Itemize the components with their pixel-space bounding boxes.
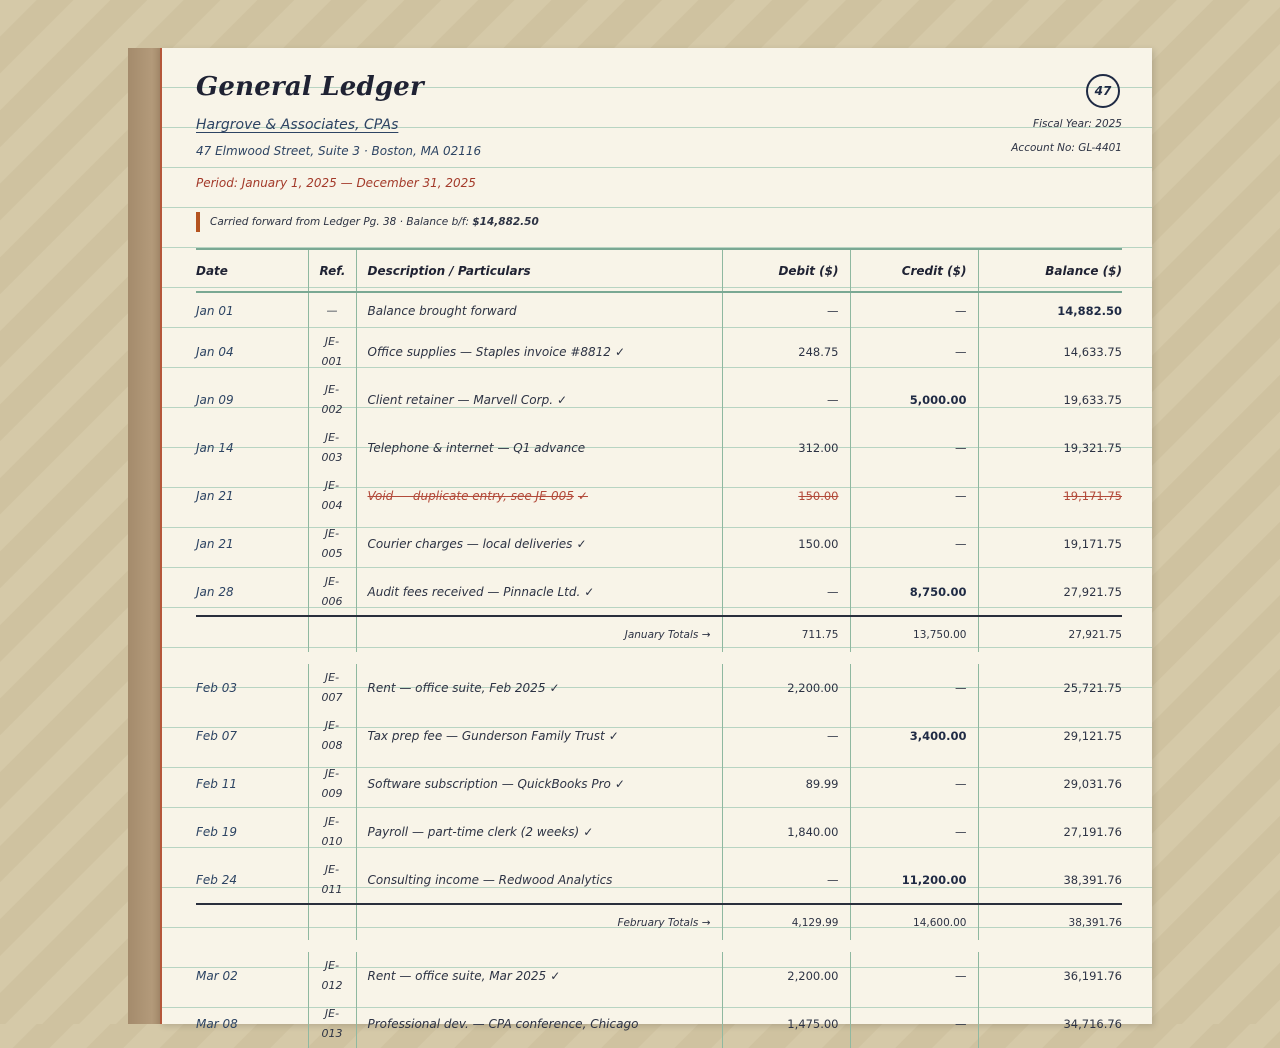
- ledger-row: [196, 712, 1122, 760]
- entry-balance: 19,171.75: [1063, 489, 1122, 503]
- entry-description: [356, 712, 722, 760]
- totals-debit: 4,129.99: [722, 904, 850, 940]
- ledger-row: [196, 952, 1122, 1000]
- ledger-row-void: [196, 472, 1122, 520]
- entry-credit: —: [850, 952, 978, 1000]
- entry-balance: 34,716.76: [1063, 1017, 1122, 1031]
- entry-description-text: Tax prep fee — Gunderson Family Trust: [367, 729, 605, 743]
- entry-ref: [308, 568, 356, 616]
- carried-forward-amount: $14,882.50: [472, 216, 539, 228]
- entry-ref: [308, 472, 356, 520]
- entry-ref-prefix: JE-: [324, 959, 340, 972]
- carried-forward-note: [196, 212, 539, 232]
- entry-description-text: Courier charges — local deliveries: [367, 537, 573, 551]
- entry-description-text: Office supplies — Staples invoice #8812: [367, 345, 611, 359]
- checkmark-icon: ✓: [557, 393, 568, 407]
- ledger-row: [196, 520, 1122, 568]
- totals-empty-cell: [196, 904, 308, 940]
- totals-balance: 38,391.76: [1068, 916, 1122, 929]
- entry-date: Feb 19: [196, 808, 308, 856]
- checkmark-icon: ✓: [576, 537, 587, 551]
- entry-ref: [308, 712, 356, 760]
- ledger-period: Period: January 1, 2025 — December 31, 2025: [196, 176, 476, 190]
- ledger-table: [196, 248, 1122, 1048]
- totals-row-february: [196, 904, 1122, 940]
- entry-debit: 2,200.00: [722, 952, 850, 1000]
- entry-debit: 2,200.00: [722, 664, 850, 712]
- entry-ref-number: 010: [321, 835, 343, 848]
- entry-ref: [308, 664, 356, 712]
- totals-empty-cell: [308, 904, 356, 940]
- totals-row-january: [196, 616, 1122, 652]
- entry-description: [356, 808, 722, 856]
- entry-balance: 14,882.50: [1057, 303, 1122, 318]
- entry-date: Mar 08: [196, 1000, 308, 1048]
- totals-credit: 13,750.00: [850, 616, 978, 652]
- column-header-description: Description / Particulars: [356, 249, 722, 292]
- entry-ref-prefix: JE-: [324, 479, 340, 492]
- entry-debit: —: [722, 292, 850, 328]
- ledger-row: [196, 808, 1122, 856]
- entry-credit: 5,000.00: [850, 376, 978, 424]
- ledger-row: [196, 760, 1122, 808]
- entry-date: Jan 01: [196, 292, 308, 328]
- account-number: Account No: GL-4401: [1011, 142, 1122, 154]
- firm-address: 47 Elmwood Street, Suite 3 · Boston, MA 02116: [196, 144, 482, 158]
- section-spacer: [196, 940, 1122, 952]
- checkmark-icon: ✓: [577, 489, 588, 503]
- entry-ref: [308, 328, 356, 376]
- entry-description-text: Void — duplicate entry, see JE-005: [367, 489, 574, 503]
- totals-credit: 14,600.00: [850, 904, 978, 940]
- checkmark-icon: ✓: [549, 681, 560, 695]
- entry-credit: —: [850, 472, 978, 520]
- page-number-badge: 47: [1086, 74, 1120, 108]
- entry-ref-prefix: JE-: [324, 862, 340, 876]
- entry-balance: 19,321.75: [1063, 441, 1122, 455]
- entry-description: [356, 664, 722, 712]
- entry-date: Jan 21: [196, 472, 308, 520]
- entry-ref-prefix: —: [326, 303, 338, 317]
- entry-date: Jan 28: [196, 568, 308, 616]
- ledger-page: [160, 48, 1152, 1040]
- entry-credit: —: [850, 808, 978, 856]
- entry-ref: [308, 376, 356, 424]
- totals-debit: 711.75: [722, 616, 850, 652]
- entry-ref-prefix: JE-: [324, 431, 340, 444]
- totals-label: January Totals →: [356, 616, 722, 652]
- entry-date: Mar 02: [196, 952, 308, 1000]
- checkmark-icon: ✓: [583, 825, 594, 839]
- entry-credit: 8,750.00: [850, 568, 978, 616]
- entry-ref-number: 004: [321, 499, 343, 512]
- entry-ref: [308, 760, 356, 808]
- entry-date: Feb 24: [196, 856, 308, 904]
- totals-balance: 27,921.75: [1068, 628, 1122, 641]
- totals-label: February Totals →: [356, 904, 722, 940]
- entry-debit: —: [722, 856, 850, 904]
- entry-credit: —: [850, 520, 978, 568]
- entry-debit: 1,475.00: [722, 1000, 850, 1048]
- entry-date: Jan 14: [196, 424, 308, 472]
- entry-ref-prefix: JE-: [324, 574, 340, 588]
- entry-ref: [308, 292, 356, 328]
- checkmark-icon: ✓: [550, 969, 561, 983]
- entry-credit: —: [850, 1000, 978, 1048]
- ledger-row: [196, 328, 1122, 376]
- entry-balance: 19,633.75: [1063, 393, 1122, 407]
- entry-ref: [308, 520, 356, 568]
- entry-debit: —: [722, 568, 850, 616]
- entry-description: [356, 760, 722, 808]
- ledger-row: [196, 376, 1122, 424]
- totals-empty-cell: [308, 616, 356, 652]
- entry-debit: 248.75: [722, 328, 850, 376]
- entry-description: [356, 376, 722, 424]
- entry-ref-number: 008: [321, 739, 343, 752]
- entry-balance: 36,191.76: [1063, 969, 1122, 983]
- entry-ref-number: 009: [321, 787, 343, 800]
- ledger-row: [196, 424, 1122, 472]
- entry-balance: 29,031.76: [1063, 777, 1122, 791]
- entry-debit: 150.00: [722, 520, 850, 568]
- entry-credit: —: [850, 760, 978, 808]
- entry-credit: —: [850, 424, 978, 472]
- entry-description-text: Rent — office suite, Mar 2025: [367, 969, 547, 983]
- ledger-row: [196, 568, 1122, 616]
- entry-ref-number: 012: [321, 979, 343, 992]
- section-spacer: [196, 652, 1122, 664]
- entry-credit: 11,200.00: [850, 856, 978, 904]
- entry-description: [356, 520, 722, 568]
- entry-ref-number: 006: [321, 594, 343, 608]
- column-header-date: Date: [196, 249, 308, 292]
- ledger-row: [196, 856, 1122, 904]
- entry-ref: [308, 808, 356, 856]
- entry-ref-number: 013: [321, 1027, 343, 1040]
- entry-ref-prefix: JE-: [324, 383, 340, 396]
- entry-date: Jan 09: [196, 376, 308, 424]
- column-header-balance: Balance ($): [1045, 263, 1122, 278]
- entry-description: Balance brought forward: [356, 292, 722, 328]
- fiscal-year: Fiscal Year: 2025: [1033, 118, 1122, 130]
- checkmark-icon: ✓: [614, 345, 626, 359]
- page-title: General Ledger: [196, 72, 424, 102]
- entry-ref-prefix: JE-: [324, 527, 340, 540]
- entry-ref-number: 002: [321, 403, 343, 416]
- ledger-row: [196, 664, 1122, 712]
- checkmark-icon: ✓: [614, 777, 625, 791]
- entry-debit: —: [722, 376, 850, 424]
- entry-balance: 29,121.75: [1063, 729, 1122, 743]
- entry-description: [356, 952, 722, 1000]
- entry-ref-prefix: JE-: [324, 1007, 340, 1020]
- entry-description: [356, 328, 722, 376]
- ledger-header-row: [196, 249, 1122, 292]
- entry-date: Feb 11: [196, 760, 308, 808]
- entry-debit: 150.00: [722, 472, 850, 520]
- entry-description: Telephone & internet — Q1 advance: [356, 424, 722, 472]
- entry-date: Jan 21: [196, 520, 308, 568]
- entry-credit: —: [850, 328, 978, 376]
- entry-description-text: Payroll — part-time clerk (2 weeks): [367, 825, 580, 839]
- entry-ref: [308, 856, 356, 904]
- entry-ref-prefix: JE-: [324, 767, 340, 780]
- entry-description-text: Audit fees received — Pinnacle Ltd.: [367, 584, 581, 599]
- entry-ref-prefix: JE-: [324, 719, 340, 732]
- entry-ref-number: 001: [321, 355, 343, 368]
- entry-description-text: Rent — office suite, Feb 2025: [367, 681, 546, 695]
- entry-description: Professional dev. — CPA conference, Chicago: [356, 1000, 722, 1048]
- entry-balance: 38,391.76: [1063, 872, 1122, 887]
- entry-ref-number: 011: [321, 882, 343, 896]
- entry-date: Feb 07: [196, 712, 308, 760]
- entry-date: Jan 04: [196, 328, 308, 376]
- entry-description-text: Client retainer — Marvell Corp.: [367, 393, 554, 407]
- entry-ref-number: 003: [321, 451, 343, 464]
- carried-forward-text: Carried forward from Ledger Pg. 38 · Balance b/f:: [210, 216, 470, 228]
- ledger-row: [196, 292, 1122, 328]
- entry-balance: 25,721.75: [1063, 681, 1122, 695]
- entry-debit: 89.99: [722, 760, 850, 808]
- entry-ref-prefix: JE-: [324, 335, 340, 348]
- firm-name: Hargrove & Associates, CPAs: [196, 117, 399, 133]
- column-header-debit: Debit ($): [722, 249, 850, 292]
- checkmark-icon: ✓: [608, 729, 619, 743]
- entry-credit: —: [850, 664, 978, 712]
- entry-balance: 14,633.75: [1063, 345, 1122, 359]
- entry-ref: [308, 952, 356, 1000]
- ledger-row: [196, 1000, 1122, 1048]
- entry-debit: —: [722, 712, 850, 760]
- entry-balance: 27,191.76: [1063, 825, 1122, 839]
- entry-debit: 312.00: [722, 424, 850, 472]
- entry-ref-prefix: JE-: [324, 815, 340, 828]
- entry-ref-number: 005: [321, 547, 343, 560]
- entry-ref: [308, 1000, 356, 1048]
- ledger-book-spine: [128, 48, 162, 1024]
- entry-date: Feb 03: [196, 664, 308, 712]
- entry-ref-number: 007: [321, 691, 343, 704]
- entry-credit: 3,400.00: [850, 712, 978, 760]
- checkmark-icon: ✓: [584, 584, 595, 599]
- entry-credit: —: [850, 292, 978, 328]
- column-header-ref: Ref.: [308, 249, 356, 292]
- entry-balance: 27,921.75: [1063, 584, 1122, 599]
- entry-ref-prefix: JE-: [324, 671, 340, 684]
- entry-description-text: Software subscription — QuickBooks Pro: [367, 777, 611, 791]
- entry-description: Consulting income — Redwood Analytics: [356, 856, 722, 904]
- entry-description: [356, 472, 722, 520]
- column-header-credit: Credit ($): [850, 249, 978, 292]
- entry-balance: 19,171.75: [1063, 537, 1122, 551]
- entry-ref: [308, 424, 356, 472]
- totals-empty-cell: [196, 616, 308, 652]
- entry-debit: 1,840.00: [722, 808, 850, 856]
- entry-description: [356, 568, 722, 616]
